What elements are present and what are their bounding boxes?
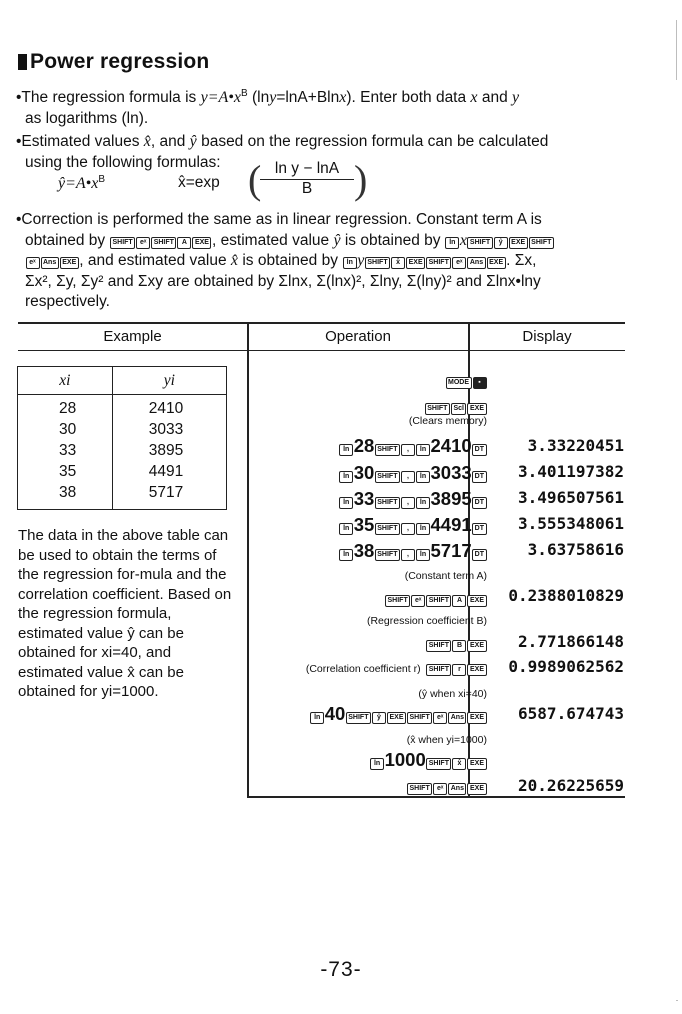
- op-coeff-b: SHIFT B EXE: [426, 631, 487, 653]
- xhat-formula-lhs: x̂=exp: [178, 174, 220, 191]
- op-entry-5: ln 38 SHIFT , ln 5717 DT: [339, 540, 487, 562]
- op-xhat-exp: SHIFT eˣ Ans EXE: [407, 774, 487, 796]
- header-example: Example: [103, 328, 162, 345]
- table-top-rule: [18, 322, 625, 324]
- xhat-fraction: [260, 160, 354, 198]
- scan-edge-mark: [676, 20, 677, 80]
- correction-line-2: obtained by SHIFT eˣ SHIFT A EXE , estimated value ŷ is obtained by ln x SHIFT ŷ EXE SHIFT: [16, 231, 626, 252]
- table-row: 38 5717: [18, 482, 227, 510]
- op-xhat: ln 1000 SHIFT x̂ EXE: [370, 749, 487, 771]
- data-table-header: [18, 367, 227, 395]
- note-coeff-b: (Regression coefficient B): [366, 615, 487, 627]
- correction-paragraph: [16, 210, 626, 313]
- op-entry-1: ln 28 SHIFT , ln 2410 DT: [339, 435, 487, 457]
- header-operation: Operation: [325, 328, 391, 345]
- intro-line-2: as logarithms (ln).: [25, 109, 149, 127]
- note-yhat: (ŷ when xi=40): [418, 688, 487, 700]
- scan-edge-mark: [676, 1000, 678, 1001]
- section-title: Power regression: [18, 50, 209, 74]
- display-value: 3.555348061: [518, 514, 624, 533]
- left-paren: (: [248, 157, 262, 202]
- xi-header: xi: [18, 367, 113, 395]
- op-yhat: ln 40 SHIFT ŷ EXE SHIFT eˣ Ans EXE: [310, 703, 487, 725]
- note-xhat: (x̂ when yi=1000): [406, 734, 487, 746]
- display-value: 3.401197382: [518, 462, 624, 481]
- right-paren: ): [354, 157, 368, 202]
- intro-line-4: using the following formulas:: [25, 153, 221, 171]
- note-clears-memory: (Clears memory): [408, 415, 487, 427]
- yhat-formula: $ŷ=A•x^B$: [58, 174, 106, 193]
- display-value: 3.496507561: [518, 488, 624, 507]
- display-value: 2.771866148: [518, 632, 624, 651]
- intro-line-3: •Estimated values x̂, and ŷ based on the regression formula can be calculated: [16, 133, 549, 151]
- display-value: 3.33220451: [527, 436, 624, 455]
- table-row: 33 3895: [18, 440, 227, 461]
- op-entry-3: ln 33 SHIFT , ln 3895 DT: [339, 488, 487, 510]
- op-entry-4: ln 35 SHIFT , ln 4491 DT: [339, 514, 487, 536]
- fraction-denominator: B: [260, 179, 354, 198]
- table-header-rule: [18, 350, 625, 351]
- display-value: 0.9989062562: [508, 657, 624, 676]
- column-divider-1: [247, 322, 249, 796]
- display-value: 0.2388010829: [508, 586, 624, 605]
- bullet-square-icon: [18, 54, 27, 70]
- yi-header: yi: [112, 367, 226, 395]
- op-constant-a: SHIFT eˣ SHIFT A EXE: [385, 586, 487, 608]
- op-entry-2: ln 30 SHIFT , ln 3033 DT: [339, 462, 487, 484]
- correction-line-1: •Correction is performed the same as in linear regression. Constant term A is: [16, 211, 542, 228]
- header-display: Display: [522, 328, 572, 345]
- correction-line-3: eˣ Ans EXE , and estimated value x̂ is obtained by ln y SHIFT x̂ EXE SHIFT eˣ Ans EXE . Σx,: [16, 251, 626, 272]
- data-table: [17, 366, 227, 510]
- table-row: 28 2410: [18, 395, 227, 420]
- fraction-numerator: ln y − lnA: [274, 160, 340, 177]
- display-value: 20.26225659: [518, 776, 624, 795]
- note-constant-a: (Constant term A): [404, 570, 487, 582]
- display-value: 6587.674743: [518, 704, 624, 723]
- table-bottom-rule: [247, 796, 625, 798]
- display-value: 3.63758616: [527, 540, 624, 559]
- op-clear-memory: SHIFT Scl EXE: [424, 394, 487, 416]
- intro-line-1: •The regression formula is $y=A•x^B$ (lny=lnA+Blnx). Enter both data x and y: [16, 88, 520, 107]
- page-number: -73-: [320, 958, 362, 981]
- table-row: 30 3033: [18, 419, 227, 440]
- table-row: 35 4491: [18, 461, 227, 482]
- correction-line-4: Σx², Σy, Σy² and Σxy are obtained by Σlnx, Σ(lnx)², Σlny, Σ(lny)² and Σlnx•lny: [25, 272, 541, 290]
- op-mode-reg: MODE ▪: [445, 368, 487, 390]
- example-explanation: The data in the above table can be used to obtain the terms of the regression for-mula and the correlation coefficient. Based on the regression formula, estimated value ŷ can be obtained for xi=40, and estimated value x̂ can be obtained for yi=1000.: [18, 527, 232, 700]
- op-corr-r: (Correlation coefficient r) SHIFT r EXE: [306, 655, 487, 677]
- correction-line-5: respectively.: [25, 293, 110, 311]
